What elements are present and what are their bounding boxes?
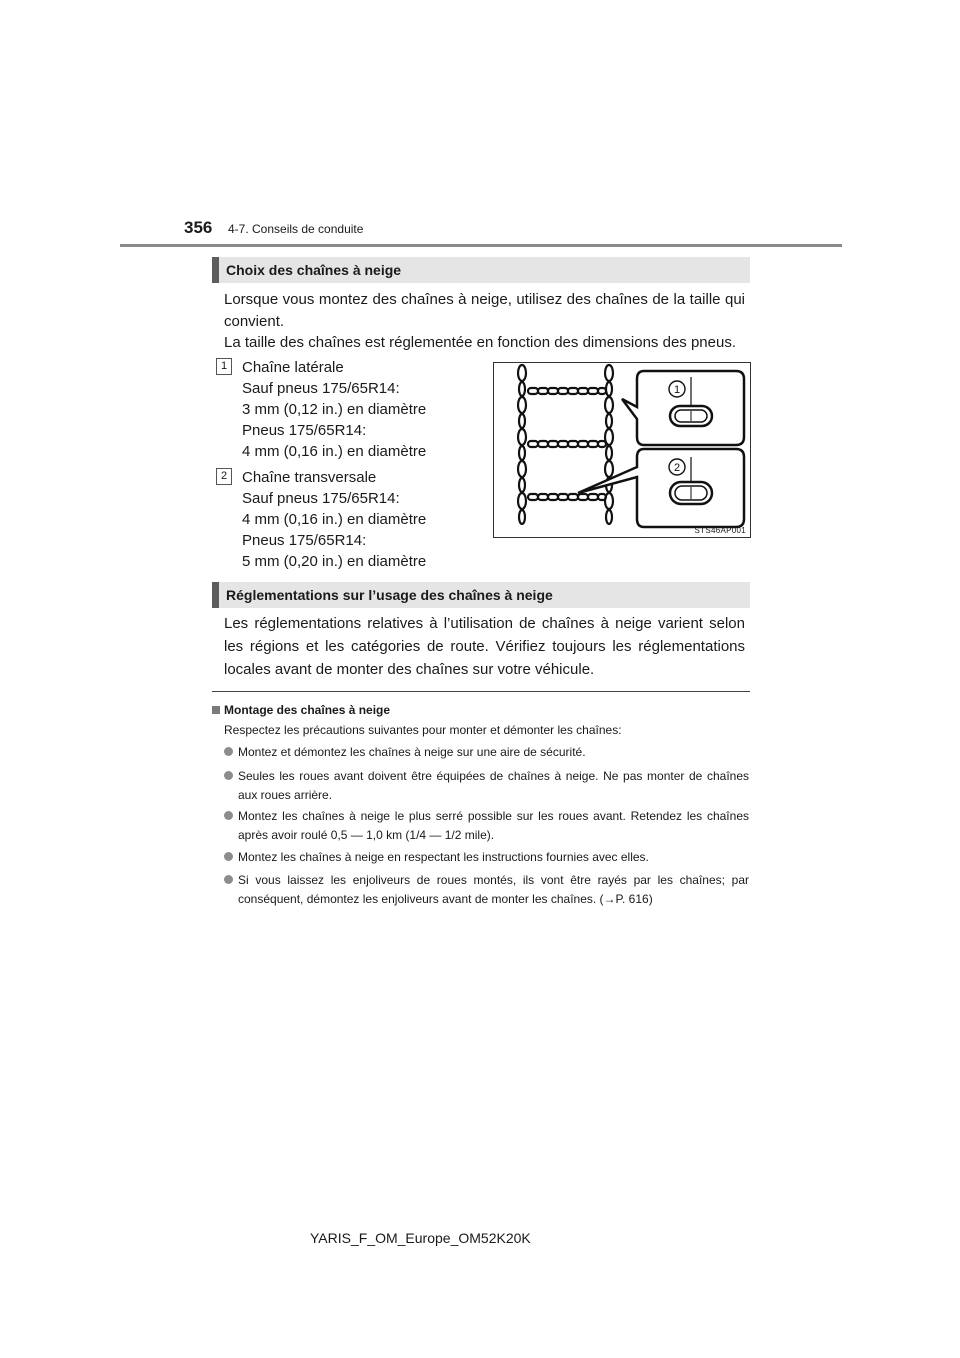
note-bullet: Montez les chaînes à neige le plus serré possible sur les roues avant. Retendez les chaînes après avoir roulé 0,5 — 1,0 km (1/4 — 1/2 mile). <box>224 807 749 845</box>
section-heading-regulations: Réglementations sur l’usage des chaînes à neige <box>212 582 750 608</box>
item-line: Chaîne transversale <box>242 469 377 486</box>
cross-chain-bottom <box>528 494 606 500</box>
note-bullet: Si vous laissez les enjoliveurs de roues montés, ils vont être rayés par les chaînes; par conséquent, démontez les enjoliveurs avant de monter les chaînes. (→P. 616) <box>224 871 749 909</box>
notes-heading-text: Montage des chaînes à neige <box>224 703 391 717</box>
item-line: 3 mm (0,12 in.) en diamètre <box>242 401 427 418</box>
item-line: Sauf pneus 175/65R14: <box>242 490 400 507</box>
bullet-dot-icon <box>224 811 233 820</box>
cross-chain-middle <box>528 441 606 447</box>
callout-label-2: 2 <box>673 462 681 474</box>
left-side-chain <box>518 365 526 524</box>
number-box-1: 1 <box>216 358 232 375</box>
square-bullet-icon <box>212 706 220 714</box>
item-line: Pneus 175/65R14: <box>242 422 367 439</box>
note-bullet: Montez les chaînes à neige en respectant les instructions fournies avec elles. <box>224 848 749 867</box>
notes-heading <box>212 703 390 717</box>
snow-chain-figure <box>493 362 751 538</box>
bullet-dot-icon <box>224 771 233 780</box>
cross-chain-lines <box>242 467 476 572</box>
section-heading-snow-chains: Choix des chaînes à neige <box>212 257 750 283</box>
page-number: 356 <box>184 218 213 237</box>
footer-doc-id: YARIS_F_OM_Europe_OM52K20K <box>310 1230 531 1246</box>
notes-divider <box>212 691 750 692</box>
item-line: 4 mm (0,16 in.) en diamètre <box>242 443 427 460</box>
item-line: Sauf pneus 175/65R14: <box>242 380 400 397</box>
item-line: 5 mm (0,20 in.) en diamètre <box>242 553 427 570</box>
bullet-dot-icon <box>224 852 233 861</box>
bullet-dot-icon <box>224 875 233 884</box>
item-side-chain <box>216 357 476 462</box>
item-line: Pneus 175/65R14: <box>242 532 367 549</box>
intro-paragraph-1: Lorsque vous montez des chaînes à neige, utilisez des chaînes de la taille qui convient. <box>224 291 745 330</box>
intro-paragraph-2: La taille des chaînes est réglementée en fonction des dimensions des pneus. <box>224 334 736 351</box>
regulations-paragraph: Les réglementations relatives à l’utilisation de chaînes à neige varient selon les régions et les catégories de route. Vérifiez toujours les réglementations locales avant de monter des chaînes sur votre véhicule. <box>224 615 745 678</box>
figure-code: STS46AP001 <box>694 526 746 535</box>
snow-chain-illustration <box>494 363 750 537</box>
item-cross-chain <box>216 467 476 572</box>
bullet-dot-icon <box>224 747 233 756</box>
side-chain-lines <box>242 357 476 462</box>
section-label: 4-7. Conseils de conduite <box>228 222 364 236</box>
cross-chain-top <box>528 388 606 394</box>
item-line: 4 mm (0,16 in.) en diamètre <box>242 511 427 528</box>
number-box-2: 2 <box>216 468 232 485</box>
callout-label-1: 1 <box>673 384 681 396</box>
note-bullet: Montez et démontez les chaînes à neige sur une aire de sécurité. <box>224 743 749 762</box>
note-bullet: Seules les roues avant doivent être équipées de chaînes à neige. Ne pas monter de chaînes aux roues arrière. <box>224 767 749 805</box>
header-rule <box>120 244 842 247</box>
notes-intro: Respectez les précautions suivantes pour monter et démonter les chaînes: <box>224 723 622 737</box>
item-line: Chaîne latérale <box>242 359 344 376</box>
